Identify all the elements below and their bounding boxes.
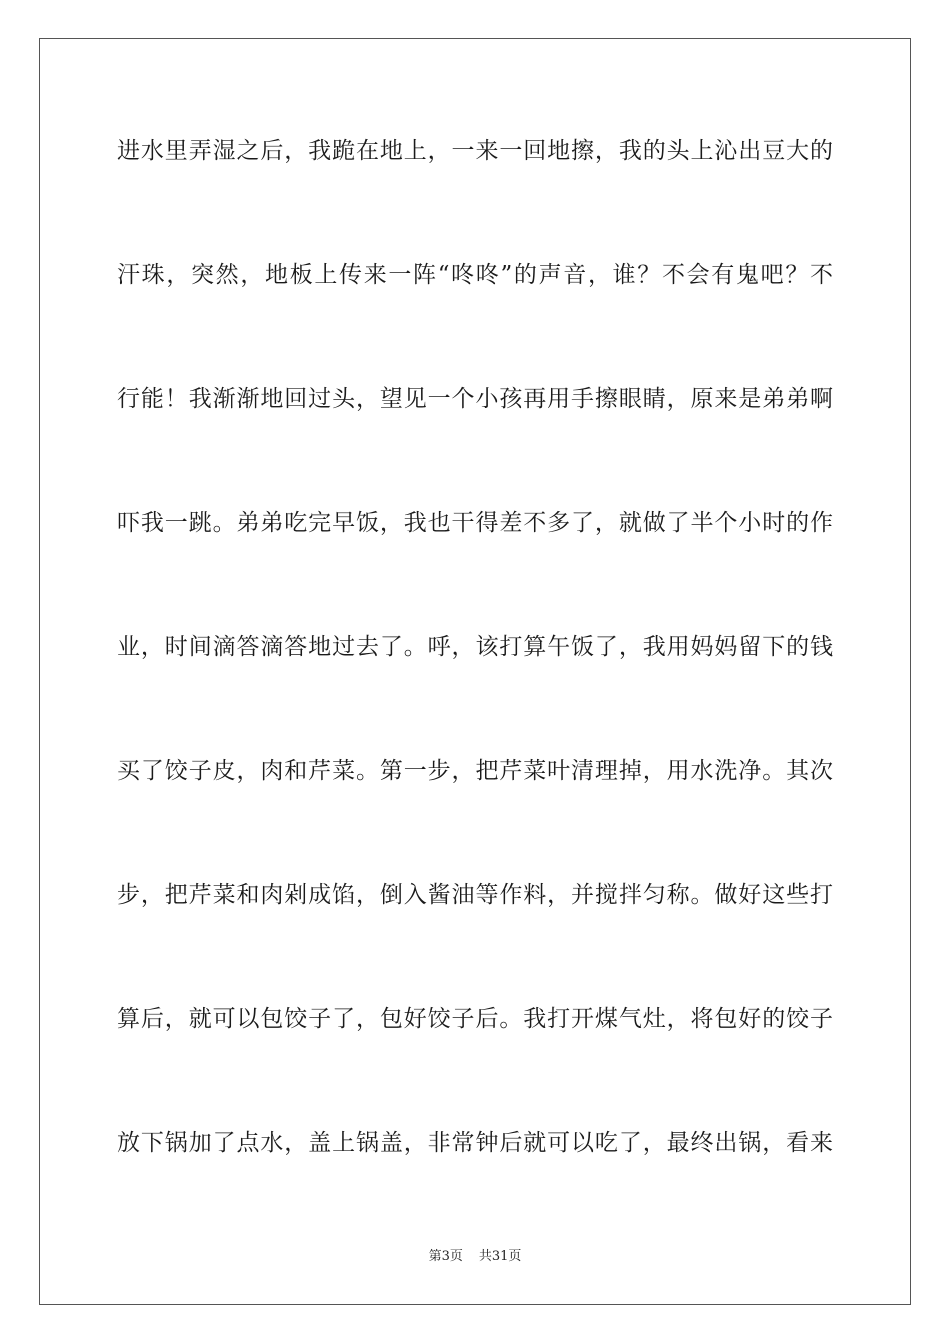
text-line-3: 行能！我渐渐地回过头，望见一个小孩再用手擦眼睛，原来是弟弟啊 [117,386,833,412]
text-line-8: 算后，就可以包饺子了，包好饺子后。我打开煤气灶，将包好的饺子 [117,1006,833,1032]
text-line-2: 汗珠，突然，地板上传来一阵“咚咚”的声音，谁？不会有鬼吧？不 [117,262,833,288]
page-number: 第3页 [428,1249,463,1264]
text-line-5: 业，时间滴答滴答地过去了。呼，该打算午饭了，我用妈妈留下的钱 [117,634,833,660]
page-footer [0,1245,950,1264]
page-border [39,38,911,1305]
text-line-4: 吓我一跳。弟弟吃完早饭，我也干得差不多了，就做了半个小时的作 [117,510,833,536]
text-line-6: 买了饺子皮，肉和芹菜。第一步，把芹菜叶清理掉，用水洗净。其次 [117,758,833,784]
text-line-7: 步，把芹菜和肉剁成馅，倒入酱油等作料，并搅拌匀称。做好这些打 [117,882,833,908]
text-line-9: 放下锅加了点水，盖上锅盖，非常钟后就可以吃了，最终出锅，看来 [117,1130,833,1156]
page-total: 共31页 [478,1249,522,1264]
text-line-1: 进水里弄湿之后，我跪在地上，一来一回地擦，我的头上沁出豆大的 [117,138,833,164]
